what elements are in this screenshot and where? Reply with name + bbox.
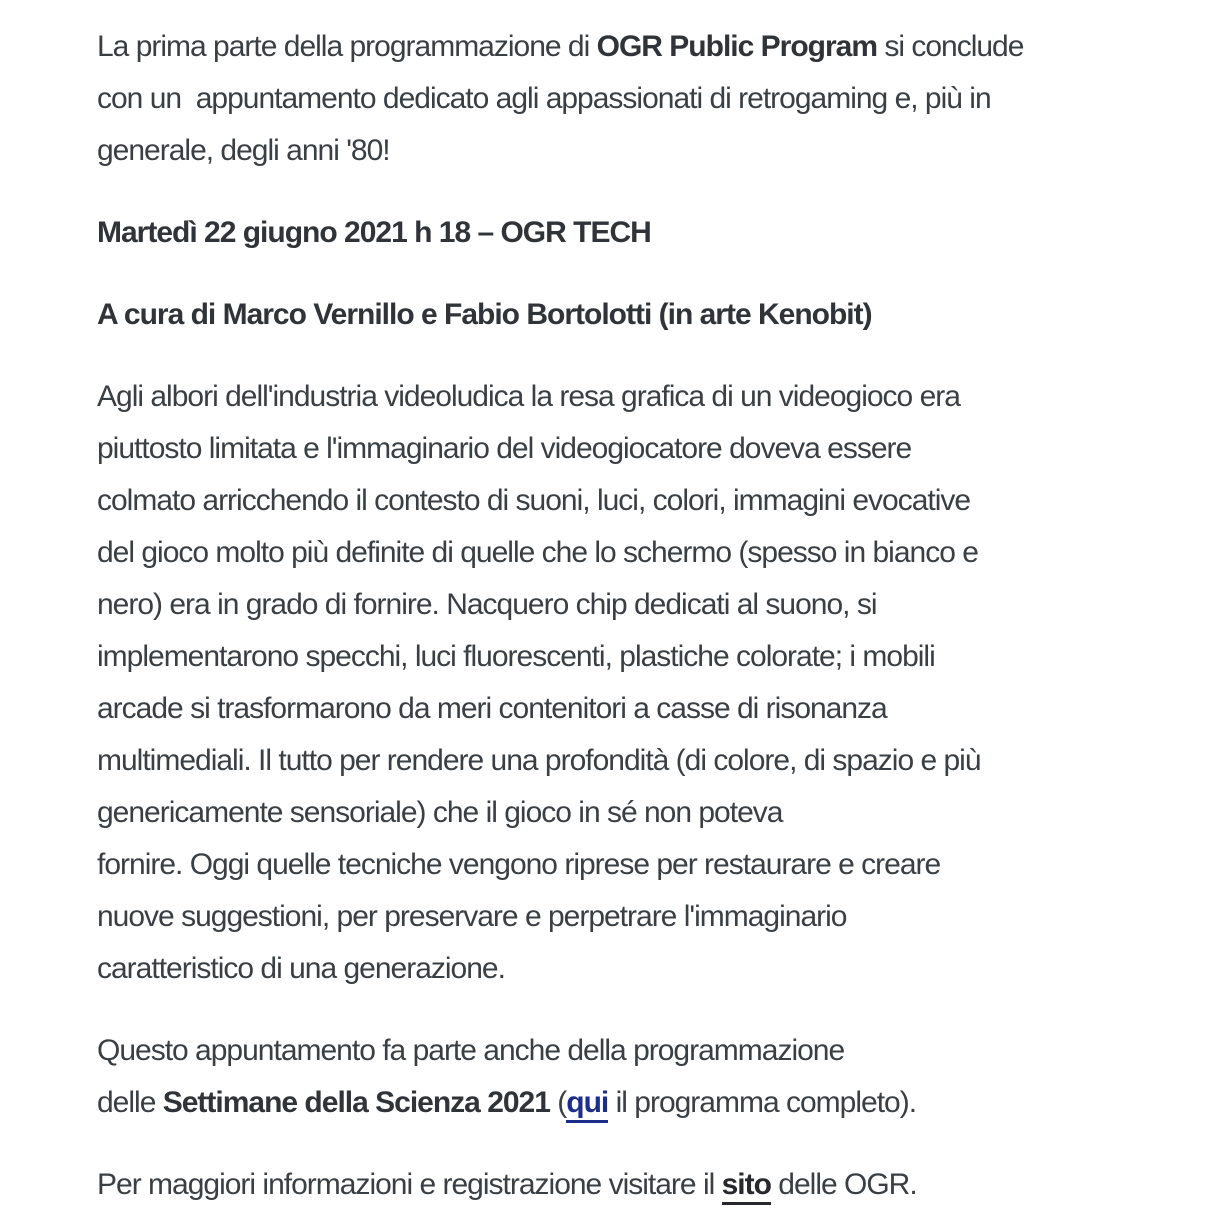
text-line	[97, 73, 1189, 125]
text-line	[97, 683, 1189, 735]
text-line	[97, 207, 1189, 259]
text-line	[97, 125, 1189, 177]
text-run: implementarono specchi, luci fluorescenti, plastiche colorate; i mobili	[97, 640, 935, 673]
text-line	[97, 527, 1189, 579]
bold-text-run: A cura di Marco Vernillo e Fabio Bortolotti (in arte Kenobit)	[97, 298, 872, 331]
bold-text-run: Martedì 22 giugno 2021 h 18 – OGR TECH	[97, 216, 651, 249]
text-run: arcade si trasformarono da meri contenitori a casse di risonanza	[97, 692, 887, 725]
text-line	[97, 787, 1189, 839]
text-run: si conclude	[877, 30, 1024, 63]
text-run: piuttosto limitata e l'immaginario del videogiocatore doveva essere	[97, 432, 912, 465]
text-line	[97, 943, 1189, 995]
text-run: nero) era in grado di fornire. Nacquero chip dedicati al suono, si	[97, 588, 877, 621]
paragraph-event-date	[97, 207, 1189, 259]
paragraph-science-weeks	[97, 1025, 1189, 1129]
text-run: (	[549, 1086, 567, 1119]
text-line	[97, 891, 1189, 943]
paragraph-intro	[97, 21, 1189, 177]
text-line	[97, 423, 1189, 475]
text-line	[97, 21, 1189, 73]
text-line	[97, 289, 1189, 341]
text-run: La prima parte della programmazione di	[97, 30, 597, 63]
text-line	[97, 371, 1189, 423]
text-line	[97, 631, 1189, 683]
text-run: caratteristico di una generazione.	[97, 952, 505, 985]
text-run: del gioco molto più definite di quelle che lo schermo (spesso in bianco e	[97, 536, 978, 569]
text-line	[97, 735, 1189, 787]
paragraph-curators	[97, 289, 1189, 341]
text-run: colmato arricchendo il contesto di suoni, luci, colori, immagini evocative	[97, 484, 971, 517]
text-run: generale, degli anni '80!	[97, 134, 390, 167]
text-line	[97, 1077, 1189, 1129]
text-line	[97, 475, 1189, 527]
text-run: nuove suggestioni, per preservare e perpetrare l'immaginario	[97, 900, 847, 933]
text-run: delle OGR.	[770, 1168, 917, 1201]
bold-text-run: Settimane della Scienza 2021	[162, 1086, 550, 1119]
text-line	[97, 579, 1189, 631]
text-line	[97, 1025, 1189, 1077]
link-sito[interactable]: sito	[722, 1168, 771, 1205]
paragraph-more-info	[97, 1159, 1189, 1211]
text-line	[97, 839, 1189, 891]
paragraph-description	[97, 371, 1189, 995]
link-qui[interactable]: qui	[566, 1086, 608, 1123]
text-run: delle	[97, 1086, 163, 1119]
text-run: Per maggiori informazioni e registrazione visitare il	[97, 1168, 722, 1201]
text-run: con un appuntamento dedicato agli appassionati di retrogaming e, più in	[97, 82, 991, 115]
text-line	[97, 1159, 1189, 1211]
text-run: fornire. Oggi quelle tecniche vengono riprese per restaurare e creare	[97, 848, 941, 881]
text-run: genericamente sensoriale) che il gioco in sé non poteva	[97, 796, 783, 829]
text-run: il programma completo).	[608, 1086, 917, 1119]
text-run: Agli albori dell'industria videoludica la resa grafica di un videogioco era	[97, 380, 960, 413]
text-run: Questo appuntamento fa parte anche della programmazione	[97, 1034, 845, 1067]
text-run: multimediali. Il tutto per rendere una profondità (di colore, di spazio e più	[97, 744, 981, 777]
bold-text-run: OGR Public Program	[596, 30, 877, 63]
